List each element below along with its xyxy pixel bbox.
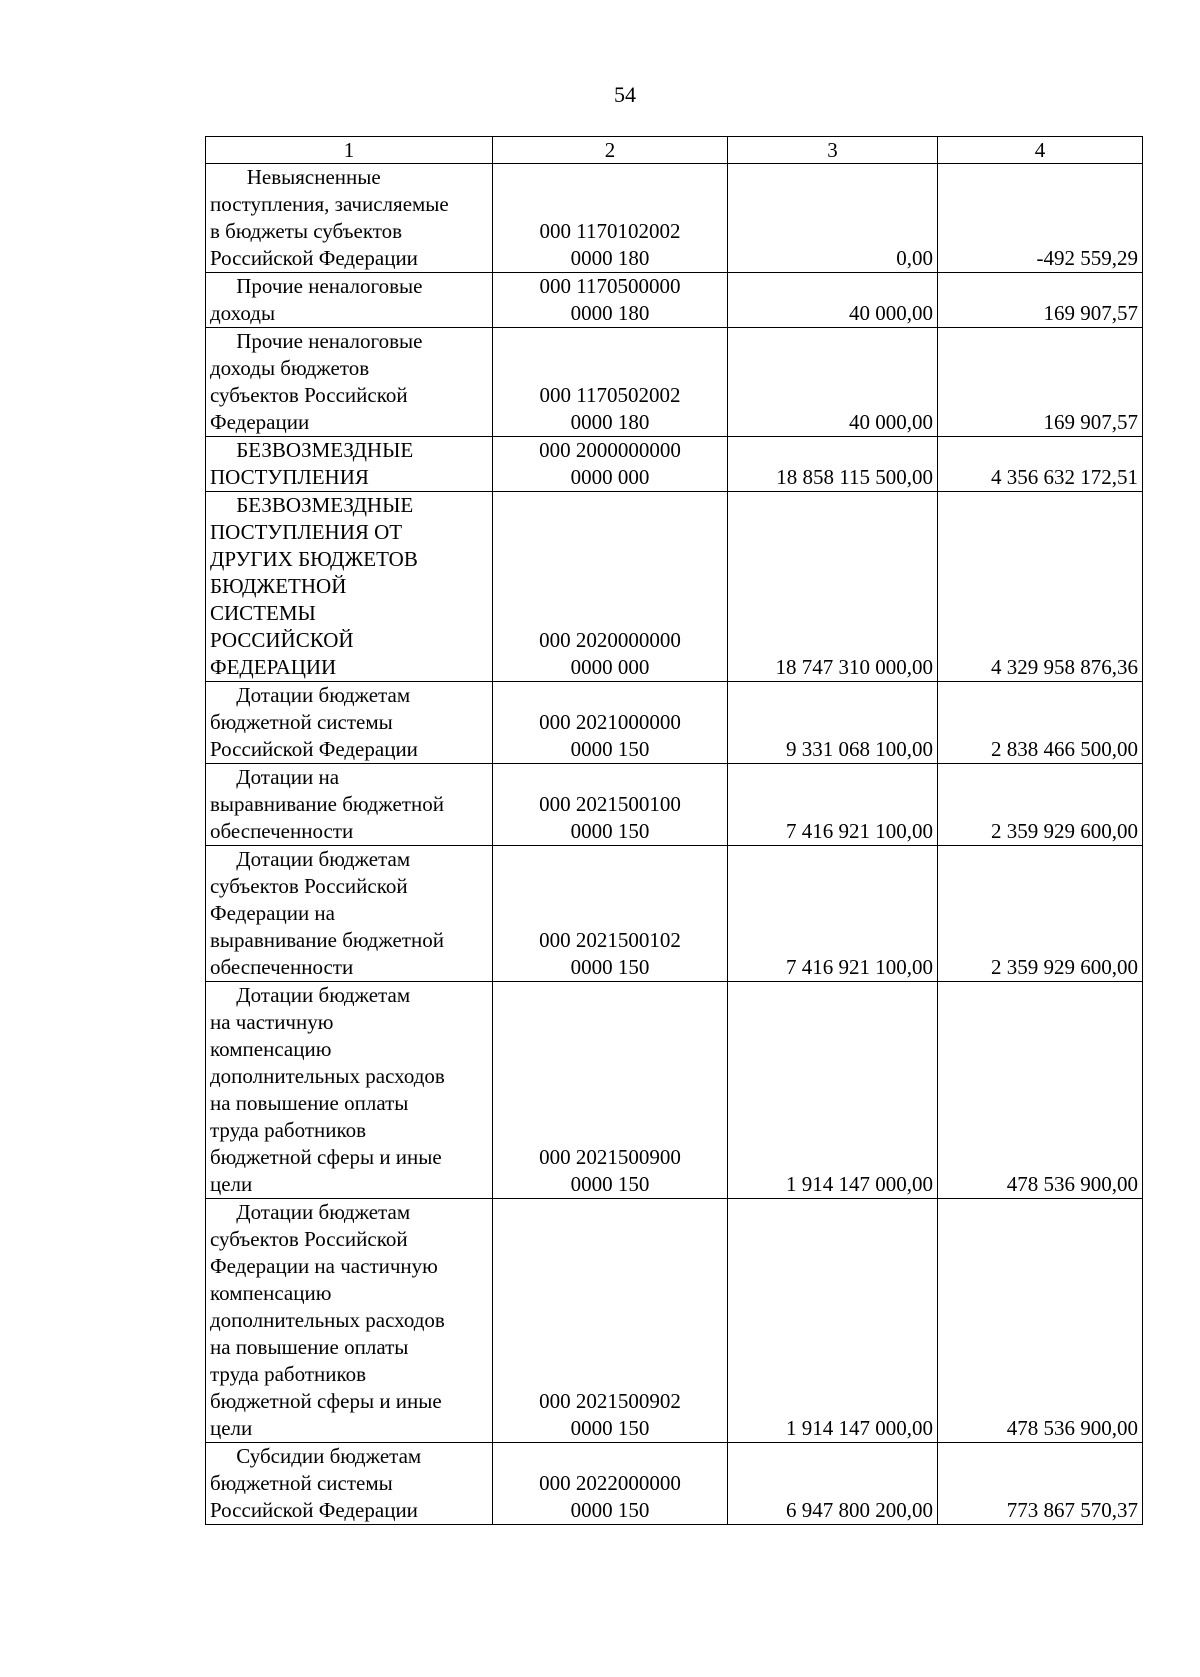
planned-amount-cell: 9 331 068 100,00: [728, 682, 938, 764]
table-row: [206, 273, 1143, 328]
table-row: [206, 764, 1143, 846]
column-header-3: 3: [728, 137, 938, 164]
budget-revenue-table: [205, 136, 1143, 1525]
actual-amount-cell: -492 559,29: [938, 164, 1143, 273]
planned-amount-cell: 6 947 800 200,00: [728, 1443, 938, 1525]
planned-amount-cell: 1 914 147 000,00: [728, 1199, 938, 1443]
planned-amount-cell: 40 000,00: [728, 273, 938, 328]
column-header-2: 2: [493, 137, 728, 164]
revenue-name-cell: Невыясненные поступления, зачисляемые в бюджеты субъектов Российской Федерации: [206, 164, 493, 273]
budget-code-cell: 000 2021500100 0000 150: [493, 764, 728, 846]
table-header-row: [206, 137, 1143, 164]
actual-amount-cell: 2 359 929 600,00: [938, 764, 1143, 846]
table-row: [206, 682, 1143, 764]
actual-amount-cell: 4 356 632 172,51: [938, 437, 1143, 492]
planned-amount-cell: 7 416 921 100,00: [728, 846, 938, 982]
budget-code-cell: 000 1170502002 0000 180: [493, 328, 728, 437]
budget-code-cell: 000 2021000000 0000 150: [493, 682, 728, 764]
actual-amount-cell: 773 867 570,37: [938, 1443, 1143, 1525]
budget-code-cell: 000 2021500902 0000 150: [493, 1199, 728, 1443]
revenue-name-cell: Дотации бюджетам на частичную компенсацию дополнительных расходов на повышение оплаты труда работников бюджетной сферы и иные цели: [206, 982, 493, 1199]
actual-amount-cell: 169 907,57: [938, 273, 1143, 328]
revenue-name-cell: Субсидии бюджетам бюджетной системы Российской Федерации: [206, 1443, 493, 1525]
budget-code-cell: 000 1170500000 0000 180: [493, 273, 728, 328]
table-row: [206, 437, 1143, 492]
budget-code-cell: 000 2022000000 0000 150: [493, 1443, 728, 1525]
actual-amount-cell: 478 536 900,00: [938, 1199, 1143, 1443]
budget-code-cell: 000 2021500900 0000 150: [493, 982, 728, 1199]
actual-amount-cell: 2 359 929 600,00: [938, 846, 1143, 982]
planned-amount-cell: 18 747 310 000,00: [728, 492, 938, 682]
revenue-name-cell: Дотации бюджетам субъектов Российской Федерации на частичную компенсацию дополнительных расходов на повышение оплаты труда работников бюджетной сферы и иные цели: [206, 1199, 493, 1443]
table-row: [206, 1199, 1143, 1443]
table-row: [206, 846, 1143, 982]
budget-code-cell: 000 1170102002 0000 180: [493, 164, 728, 273]
planned-amount-cell: 40 000,00: [728, 328, 938, 437]
column-header-1: 1: [206, 137, 493, 164]
table-row: [206, 1443, 1143, 1525]
actual-amount-cell: 2 838 466 500,00: [938, 682, 1143, 764]
revenue-name-cell: Прочие неналоговые доходы бюджетов субъектов Российской Федерации: [206, 328, 493, 437]
actual-amount-cell: 478 536 900,00: [938, 982, 1143, 1199]
planned-amount-cell: 1 914 147 000,00: [728, 982, 938, 1199]
revenue-name-cell: Дотации на выравнивание бюджетной обеспеченности: [206, 764, 493, 846]
budget-code-cell: 000 2000000000 0000 000: [493, 437, 728, 492]
planned-amount-cell: 0,00: [728, 164, 938, 273]
actual-amount-cell: 4 329 958 876,36: [938, 492, 1143, 682]
planned-amount-cell: 7 416 921 100,00: [728, 764, 938, 846]
table-row: [206, 164, 1143, 273]
actual-amount-cell: 169 907,57: [938, 328, 1143, 437]
revenue-name-cell: Дотации бюджетам бюджетной системы Российской Федерации: [206, 682, 493, 764]
revenue-name-cell: Дотации бюджетам субъектов Российской Федерации на выравнивание бюджетной обеспеченности: [206, 846, 493, 982]
page-number: 54: [614, 82, 636, 107]
revenue-name-cell: БЕЗВОЗМЕЗДНЫЕ ПОСТУПЛЕНИЯ: [206, 437, 493, 492]
planned-amount-cell: 18 858 115 500,00: [728, 437, 938, 492]
table-row: [206, 328, 1143, 437]
budget-code-cell: 000 2021500102 0000 150: [493, 846, 728, 982]
table-row: [206, 492, 1143, 682]
budget-code-cell: 000 2020000000 0000 000: [493, 492, 728, 682]
revenue-name-cell: БЕЗВОЗМЕЗДНЫЕ ПОСТУПЛЕНИЯ ОТ ДРУГИХ БЮДЖЕТОВ БЮДЖЕТНОЙ СИСТЕМЫ РОССИЙСКОЙ ФЕДЕРАЦИИ: [206, 492, 493, 682]
revenue-name-cell: Прочие неналоговые доходы: [206, 273, 493, 328]
column-header-4: 4: [938, 137, 1143, 164]
table-row: [206, 982, 1143, 1199]
